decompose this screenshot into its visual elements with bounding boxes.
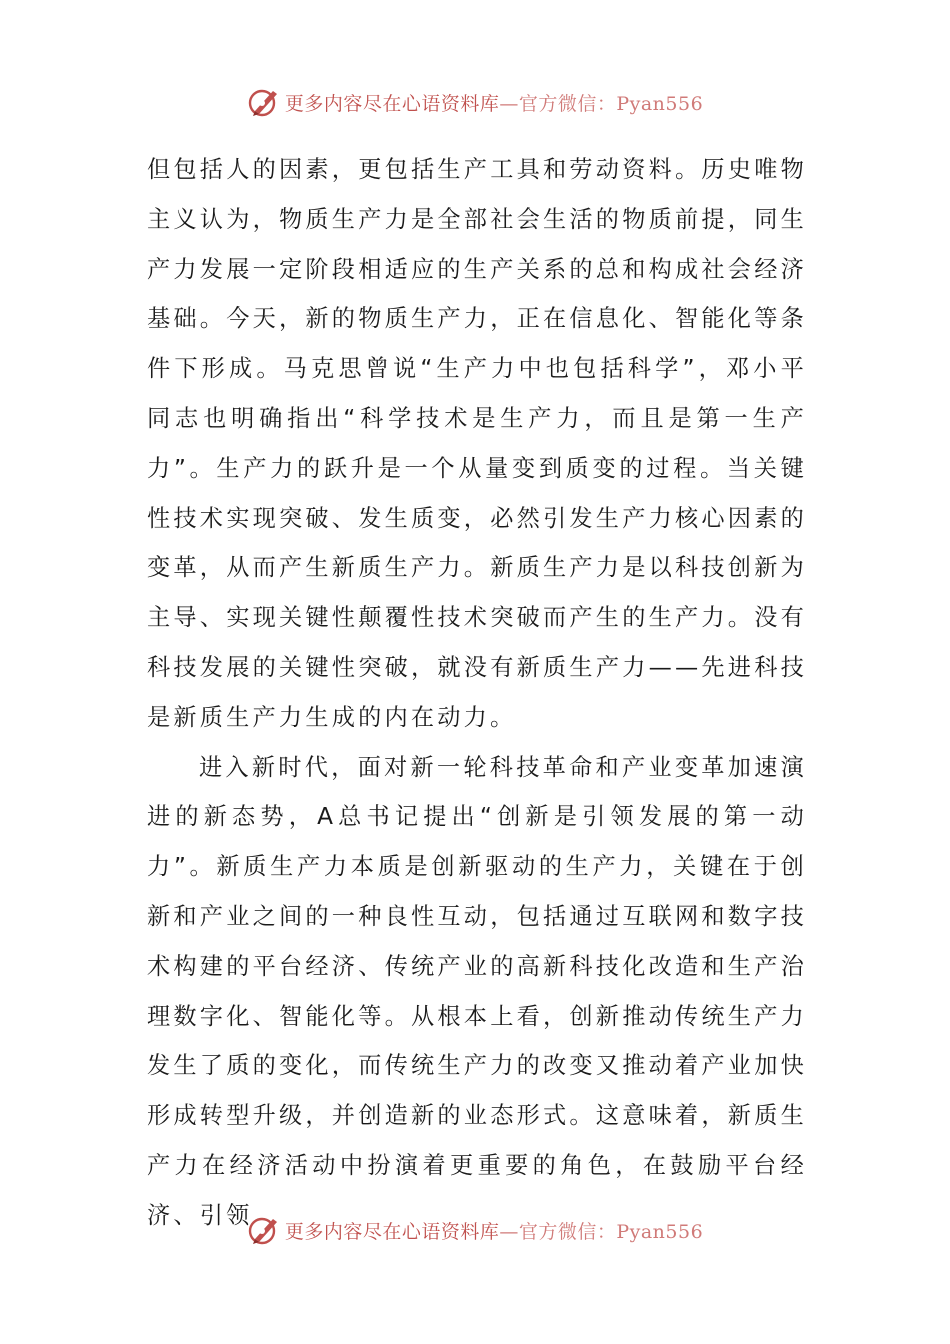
header-banner bbox=[0, 80, 950, 124]
pen-circle-logo-icon bbox=[247, 1213, 281, 1247]
banner-main-text: 更多内容尽在心语资料库 bbox=[284, 92, 500, 115]
banner-text bbox=[285, 89, 703, 116]
footer-banner bbox=[0, 1208, 950, 1252]
banner-main-text: 更多内容尽在心语资料库 bbox=[284, 1220, 500, 1243]
banner-official-text: 官方微信：Pyan556 bbox=[518, 92, 704, 115]
banner-text bbox=[285, 1217, 703, 1244]
paragraph-1: 但包括人的因素，更包括生产工具和劳动资料。历史唯物主义认为，物质生产力是全部社会生活的物质前提，同生产力发展一定阶段相适应的生产关系的总和构成社会经济基础。今天，新的物质生产力，正在信息化、智能化等条件下形成。马克思曾说“生产力中也包括科学”，邓小平同志也明确指出“科学技术是生产力，而且是第一生产力”。生产力的跃升是一个从量变到质变的过程。当关键性技术实现突破、发生质变，必然引发生产力核心因素的变革，从而产生新质生产力。新质生产力是以科技创新为主导、实现关键性颠覆性技术突破而产生的生产力。没有科技发展的关键性突破，就没有新质生产力——先进科技是新质生产力生成的内在动力。 bbox=[147, 156, 807, 731]
banner-separator: — bbox=[499, 92, 519, 115]
pen-circle-logo-icon bbox=[247, 85, 281, 119]
document-body bbox=[147, 145, 807, 1241]
banner-separator: — bbox=[499, 1220, 519, 1243]
paragraph-2: 进入新时代，面对新一轮科技革命和产业变革加速演进的新态势，A总书记提出“创新是引领发展的第一动力”。新质生产力本质是创新驱动的生产力，关键在于创新和产业之间的一种良性互动，包括通过互联网和数字技术构建的平台经济、传统产业的高新科技化改造和生产治理数字化、智能化等。从根本上看，创新推动传统生产力发生了质的变化，而传统生产力的改变又推动着产业加快形成转型升级，并创造新的业态形式。这意味着，新质生产力在经济活动中扮演着更重要的角色，在鼓励平台经济、引领 bbox=[147, 753, 807, 1229]
banner-official-text: 官方微信：Pyan556 bbox=[518, 1220, 704, 1243]
